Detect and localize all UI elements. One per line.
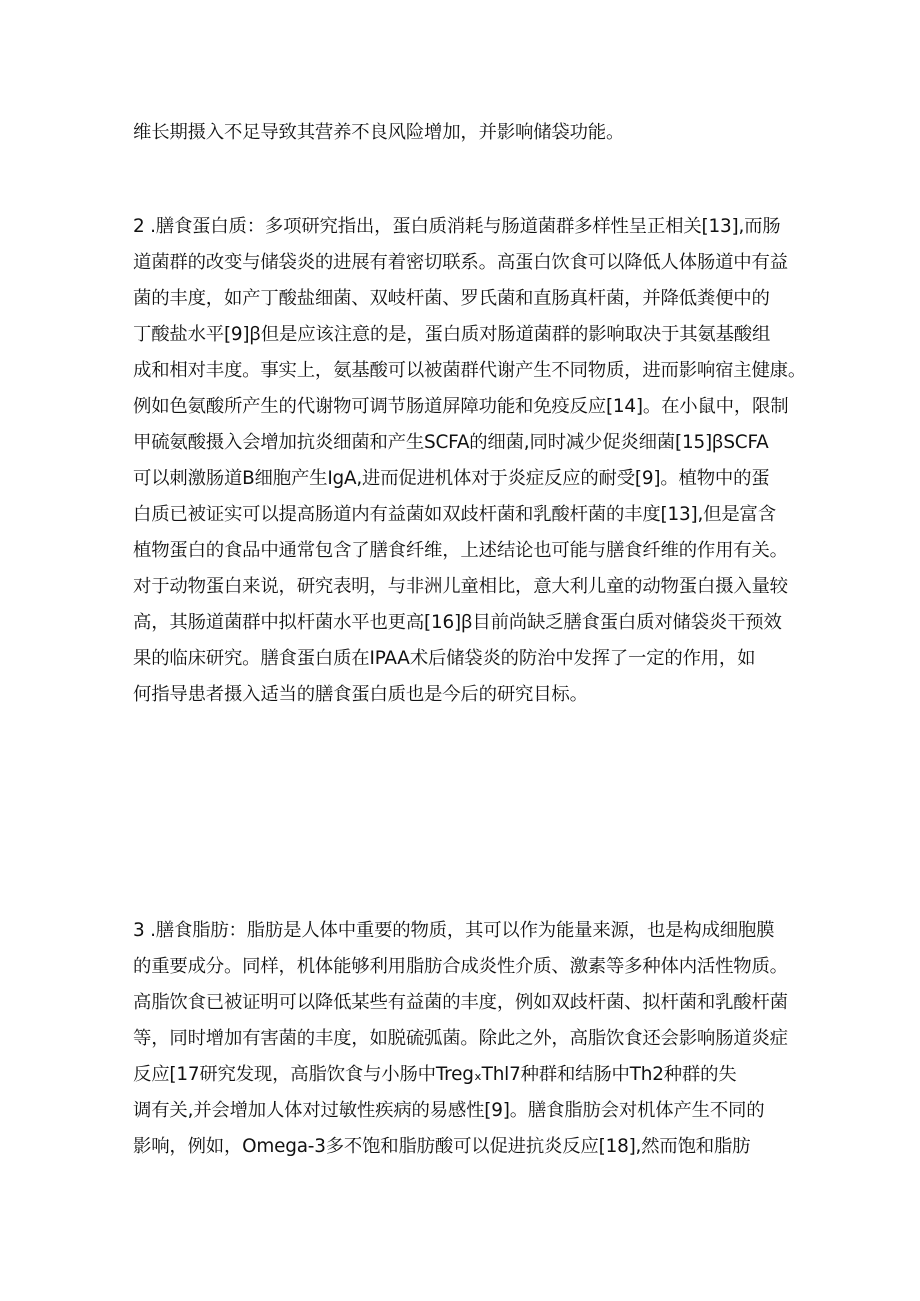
paragraph-fiber-ending bbox=[133, 115, 813, 151]
text-line: 等，同时增加有害菌的丰度，如脱硫弧菌。除此之外，高脂饮食还会影响肠道炎症 bbox=[133, 1028, 788, 1049]
text-line: 可以刺激肠道B细胞产生IgA,进而促进机体对于炎症反应的耐受[9]。植物中的蛋 bbox=[133, 468, 770, 489]
text-line: 植物蛋白的食品中通常包含了膳食纤维，上述结论也可能与膳食纤维的作用有关。 bbox=[133, 540, 788, 561]
text-line: 的重要成分。同样，机体能够利用脂肪合成炎性介质、激素等多种体内活性物质。 bbox=[133, 956, 788, 977]
text-line: 例如色氨酸所产生的代谢物可调节肠道屏障功能和免疫反应[14]。在小鼠中，限制 bbox=[133, 396, 789, 417]
text-line: 菌的丰度，如产丁酸盐细菌、双岐杆菌、罗氏菌和直肠真杆菌，并降低粪便中的 bbox=[133, 288, 770, 309]
text-line: 成和相对丰度。事实上，氨基酸可以被菌群代谢产生不同物质，进而影响宿主健康。 bbox=[133, 360, 807, 381]
text-line: 丁酸盐水平[9]ꞵ但是应该注意的是，蛋白质对肠道菌群的影响取决于其氨基酸组 bbox=[133, 324, 771, 345]
text-line: 3 .膳食脂肪：脂肪是人体中重要的物质，其可以作为能量来源，也是构成细胞膜 bbox=[133, 920, 775, 941]
text-line: 对于动物蛋白来说，研究表明，与非洲儿童相比，意大利儿童的动物蛋白摄入量较 bbox=[133, 576, 788, 597]
text-line: 维长期摄入不足导致其营养不良风险增加，并影响储袋功能。 bbox=[133, 122, 625, 143]
text-line: 高脂饮食已被证明可以降低某些有益菌的丰度，例如双歧杆菌、拟杆菌和乳酸杆菌 bbox=[133, 992, 788, 1013]
paragraph-dietary-fat bbox=[133, 913, 813, 1165]
paragraph-dietary-protein bbox=[133, 209, 813, 713]
text-line: 反应[17研究发现，高脂饮食与小肠中TregₓThl7种群和结肠中Th2种群的失 bbox=[133, 1064, 737, 1085]
text-line: 2 .膳食蛋白质：多项研究指出，蛋白质消耗与肠道菌群多样性呈正相关[13],而肠 bbox=[133, 216, 781, 237]
text-line: 高，其肠道菌群中拟杆菌水平也更高[16]ꞵ目前尚缺乏膳食蛋白质对储袋炎干预效 bbox=[133, 612, 782, 633]
text-line: 白质已被证实可以提高肠道内有益菌如双歧杆菌和乳酸杆菌的丰度[13],但是富含 bbox=[133, 504, 776, 525]
text-line: 何指导患者摄入适当的膳食蛋白质也是今后的研究目标。 bbox=[133, 684, 588, 705]
text-line: 甲硫氨酸摄入会增加抗炎细菌和产生SCFA的细菌,同时减少促炎细菌[15]ꞵSCFA bbox=[133, 432, 769, 453]
text-line: 影响，例如，Omega-3多不饱和脂肪酸可以促进抗炎反应[18],然而饱和脂肪 bbox=[133, 1136, 751, 1157]
text-line: 道菌群的改变与储袋炎的进展有着密切联系。高蛋白饮食可以降低人体肠道中有益 bbox=[133, 252, 788, 273]
text-line: 果的临床研究。膳食蛋白质在IPAA术后储袋炎的防治中发挥了一定的作用，如 bbox=[133, 648, 756, 669]
text-line: 调有关,并会增加人体对过敏性疾病的易感性[9]。膳食脂肪会对机体产生不同的 bbox=[133, 1100, 765, 1121]
